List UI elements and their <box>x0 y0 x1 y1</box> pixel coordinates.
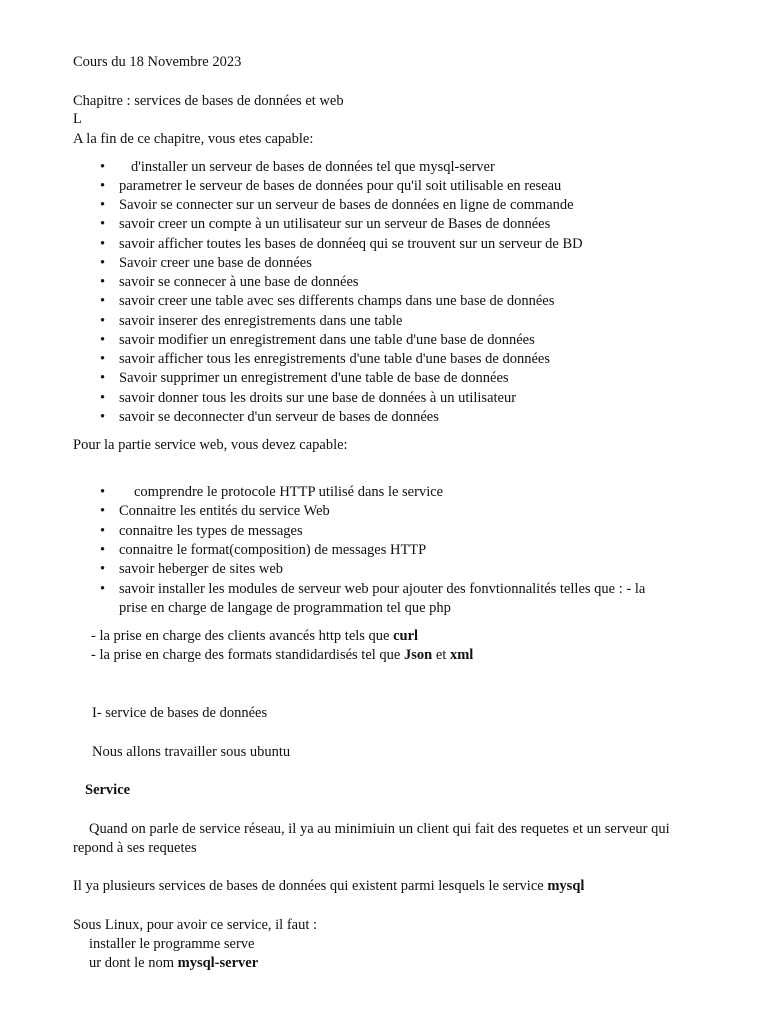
list-item: Connaitre les entités du service Web <box>119 503 330 519</box>
list-item: savoir donner tous les droits sur une base de données à un utilisateur <box>119 390 517 406</box>
list-item-continuation: prise en charge de langage de programmation tel que php <box>119 600 451 616</box>
intro-line: A la fin de ce chapitre, vous etes capable: <box>73 131 314 147</box>
formats-prefix: - la prise en charge des formats standidardisés tel que <box>91 647 404 663</box>
formats-line <box>91 646 473 664</box>
mysql-prefix: Il ya plusieurs services de bases de données qui existent parmi lesquels le service <box>73 878 548 894</box>
bullet: • <box>100 523 106 539</box>
list-item: Savoir se connecter sur un serveur de bases de données en ligne de commande <box>119 197 574 213</box>
list-item: savoir creer une table avec ses differents champs dans une base de données <box>119 293 555 309</box>
bullet: • <box>100 542 106 558</box>
bullet: • <box>100 332 106 348</box>
bullet: • <box>100 409 106 425</box>
service-heading: Service <box>85 782 131 798</box>
paragraph-line: Quand on parle de service réseau, il ya au minimiuin un client qui fait des requetes et un serveur qui <box>89 821 670 837</box>
curl-line <box>91 627 418 645</box>
bullet: • <box>100 216 106 232</box>
chapter-title: Chapitre : services de bases de données et web <box>73 93 344 109</box>
curl-prefix: - la prise en charge des clients avancés http tels que <box>91 628 394 644</box>
bullet: • <box>100 274 106 290</box>
install-line-2 <box>89 954 258 972</box>
bullet: • <box>100 197 106 213</box>
and-word: et <box>432 647 450 663</box>
list-item: savoir afficher toutes les bases de donnéeq qui se trouvent sur un serveur de BD <box>119 236 583 252</box>
install-prefix: ur dont le nom <box>89 955 178 971</box>
bullet: • <box>100 581 106 597</box>
list-item: comprendre le protocole HTTP utilisé dans le service <box>134 484 444 500</box>
list-item: savoir se deconnecter d'un serveur de bases de données <box>119 409 439 425</box>
paragraph-line: repond à ses requetes <box>73 840 197 856</box>
bullet: • <box>100 351 106 367</box>
list-item: Savoir supprimer un enregistrement d'une table de base de données <box>119 370 509 386</box>
list-item: savoir inserer des enregistrements dans une table <box>119 313 403 329</box>
bullet: • <box>100 178 106 194</box>
xml-keyword: xml <box>449 647 474 663</box>
mysql-server-keyword: mysql-server <box>177 955 259 971</box>
list-item: d'installer un serveur de bases de données tel que mysql-server <box>131 159 495 175</box>
bullet: • <box>100 313 106 329</box>
bullet: • <box>100 390 106 406</box>
list-item: savoir afficher tous les enregistrements d'une table d'une bases de données <box>119 351 550 367</box>
install-line: installer le programme serve <box>89 936 255 952</box>
mysql-line <box>73 877 584 895</box>
list-item: Savoir creer une base de données <box>119 255 312 271</box>
bullet: • <box>100 236 106 252</box>
list-item: savoir creer un compte à un utilisateur sur un serveur de Bases de données <box>119 216 551 232</box>
web-intro: Pour la partie service web, vous devez capable: <box>73 437 348 453</box>
list-item: savoir heberger de sites web <box>119 561 284 577</box>
list-item: savoir se connecer à une base de données <box>119 274 359 290</box>
bullet: • <box>100 370 106 386</box>
bullet: • <box>100 503 106 519</box>
linux-line: Sous Linux, pour avoir ce service, il faut : <box>73 917 318 933</box>
list-item: parametrer le serveur de bases de données pour qu'il soit utilisable en reseau <box>119 178 562 194</box>
list-item: savoir modifier un enregistrement dans une table d'une base de données <box>119 332 535 348</box>
section-heading: I- service de bases de données <box>92 705 268 721</box>
ubuntu-line: Nous allons travailler sous ubuntu <box>92 744 291 760</box>
curl-keyword: curl <box>393 628 419 644</box>
json-keyword: Json <box>404 647 433 663</box>
date-line: Cours du 18 Novembre 2023 <box>73 54 242 70</box>
bullet: • <box>100 255 106 271</box>
list-item: connaitre les types de messages <box>119 523 303 539</box>
bullet: • <box>100 561 106 577</box>
bullet: • <box>100 159 106 175</box>
mysql-keyword: mysql <box>547 878 585 894</box>
list-item: connaitre le format(composition) de messages HTTP <box>119 542 427 558</box>
list-item: savoir installer les modules de serveur web pour ajouter des fonvtionnalités telles que : - la <box>119 581 646 597</box>
bullet: • <box>100 484 106 500</box>
bullet: • <box>100 293 106 309</box>
stray-letter: L <box>73 111 82 127</box>
